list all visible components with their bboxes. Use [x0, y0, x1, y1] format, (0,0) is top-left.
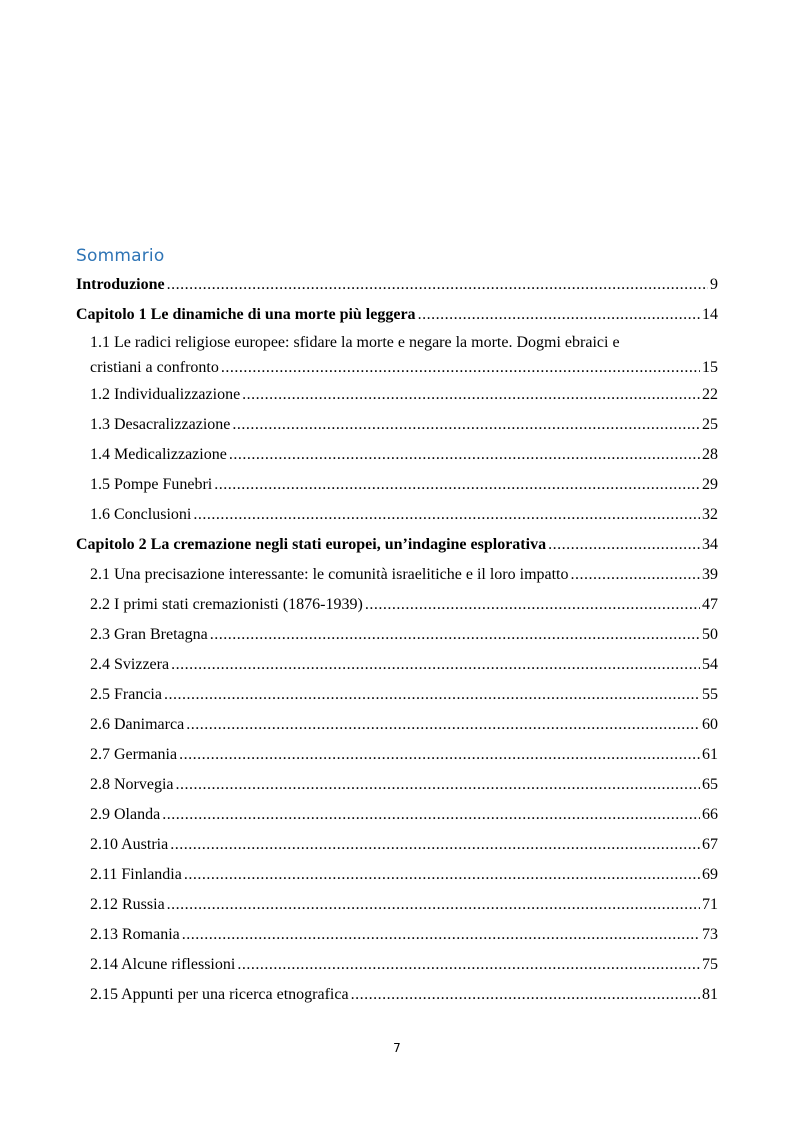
toc-entry-page: 34 [702, 536, 718, 553]
toc-entry-2-5[interactable] [76, 680, 718, 710]
toc-entry-2-2[interactable] [76, 590, 718, 620]
dot-leader [418, 300, 700, 330]
dot-leader [171, 650, 700, 680]
toc-entry-2-9[interactable] [76, 800, 718, 830]
dot-leader [548, 530, 700, 560]
dot-leader [237, 950, 700, 980]
toc-entry-2-7[interactable] [76, 740, 718, 770]
toc-entry-label: 2.13 Romania [90, 926, 180, 943]
toc-entry-2-10[interactable] [76, 830, 718, 860]
dot-leader [164, 680, 700, 710]
toc-entry-label: 1.6 Conclusioni [90, 506, 192, 523]
toc-entry-page: 9 [710, 276, 718, 293]
toc-entry-page: 32 [702, 506, 718, 523]
dot-leader [170, 830, 700, 860]
toc-entry-page: 50 [702, 626, 718, 643]
toc-entry-page: 69 [702, 866, 718, 883]
toc-entry-label: 2.5 Francia [90, 686, 162, 703]
dot-leader [351, 980, 700, 1010]
toc-entry-page: 67 [702, 836, 718, 853]
dot-leader [167, 890, 700, 920]
toc-entry-2-8[interactable] [76, 770, 718, 800]
toc-entry-label: 1.4 Medicalizzazione [90, 446, 227, 463]
dot-leader [193, 500, 700, 530]
toc-entry-page: 66 [702, 806, 718, 823]
page-number: 7 [393, 1041, 401, 1055]
toc-entry-page: 25 [702, 416, 718, 433]
toc-entry-introduzione[interactable] [76, 270, 718, 300]
toc-entry-2-1[interactable] [76, 560, 718, 590]
dot-leader [176, 770, 700, 800]
toc-entry-page: 15 [702, 359, 718, 376]
toc-entry-1-6[interactable] [76, 500, 718, 530]
dot-leader [242, 380, 700, 410]
dot-leader [214, 470, 700, 500]
toc-entry-label: 1.3 Desacralizzazione [90, 416, 231, 433]
dot-leader [229, 440, 700, 470]
toc-entry-page: 75 [702, 956, 718, 973]
table-of-contents [76, 270, 718, 1010]
toc-entry-capitolo-2[interactable] [76, 530, 718, 560]
dot-leader [179, 740, 700, 770]
toc-entry-label: 1.2 Individualizzazione [90, 386, 241, 403]
toc-entry-1-2[interactable] [76, 380, 718, 410]
toc-entry-label: 1.5 Pompe Funebri [90, 476, 213, 493]
dot-leader [232, 410, 700, 440]
toc-entry-label: Introduzione [76, 276, 165, 293]
toc-entry-label: Capitolo 1 Le dinamiche di una morte più leggera [76, 306, 416, 323]
toc-entry-page: 65 [702, 776, 718, 793]
toc-entry-page: 73 [702, 926, 718, 943]
toc-entry-page: 81 [702, 986, 718, 1003]
toc-entry-1-4[interactable] [76, 440, 718, 470]
dot-leader [162, 800, 700, 830]
toc-entry-page: 14 [702, 306, 718, 323]
toc-entry-2-15[interactable] [76, 980, 718, 1010]
dot-leader [221, 356, 700, 380]
toc-entry-label: Capitolo 2 La cremazione negli stati europei, un’indagine esplorativa [76, 536, 547, 553]
toc-entry-page: 60 [702, 716, 718, 733]
toc-entry-label: 2.2 I primi stati cremazionisti (1876-1939) [90, 596, 363, 613]
toc-entry-page: 54 [702, 656, 718, 673]
dot-leader [167, 270, 708, 300]
toc-entry-label: 2.8 Norvegia [90, 776, 174, 793]
toc-entry-page: 22 [702, 386, 718, 403]
toc-entry-1-5[interactable] [76, 470, 718, 500]
dot-leader [210, 620, 700, 650]
toc-entry-label-line2: cristiani a confronto [90, 359, 219, 376]
toc-entry-2-4[interactable] [76, 650, 718, 680]
toc-entry-page: 39 [702, 566, 718, 583]
toc-entry-label: 2.7 Germania [90, 746, 178, 763]
toc-entry-label: 2.1 Una precisazione interessante: le comunità israelitiche e il loro impatto [90, 566, 569, 583]
toc-entry-2-11[interactable] [76, 860, 718, 890]
toc-entry-label-line1: 1.1 Le radici religiose europee: sfidare la morte e negare la morte. Dogmi ebraici e [90, 334, 620, 351]
toc-entry-label: 2.6 Danimarca [90, 716, 185, 733]
dot-leader [365, 590, 700, 620]
toc-entry-page: 55 [702, 686, 718, 703]
toc-entry-page: 61 [702, 746, 718, 763]
toc-entry-label: 2.10 Austria [90, 836, 169, 853]
toc-entry-page: 47 [702, 596, 718, 613]
toc-entry-page: 71 [702, 896, 718, 913]
toc-entry-capitolo-1[interactable] [76, 300, 718, 330]
toc-entry-label: 2.9 Olanda [90, 806, 161, 823]
dot-leader [182, 920, 700, 950]
toc-entry-page: 29 [702, 476, 718, 493]
toc-entry-2-3[interactable] [76, 620, 718, 650]
toc-entry-1-3[interactable] [76, 410, 718, 440]
toc-entry-2-14[interactable] [76, 950, 718, 980]
toc-entry-label: 2.11 Finlandia [90, 866, 182, 883]
toc-entry-label: 2.3 Gran Bretagna [90, 626, 208, 643]
toc-entry-2-12[interactable] [76, 890, 718, 920]
toc-entry-label: 2.4 Svizzera [90, 656, 170, 673]
dot-leader [184, 860, 700, 890]
toc-entry-label: 2.12 Russia [90, 896, 165, 913]
toc-entry-page: 28 [702, 446, 718, 463]
toc-entry-label: 2.15 Appunti per una ricerca etnografica [90, 986, 349, 1003]
toc-entry-2-13[interactable] [76, 920, 718, 950]
toc-entry-1-1[interactable] [76, 330, 718, 380]
toc-entry-label: 2.14 Alcune riflessioni [90, 956, 236, 973]
toc-heading: Sommario [76, 246, 165, 266]
dot-leader [571, 560, 701, 590]
toc-entry-2-6[interactable] [76, 710, 718, 740]
dot-leader [186, 710, 700, 740]
